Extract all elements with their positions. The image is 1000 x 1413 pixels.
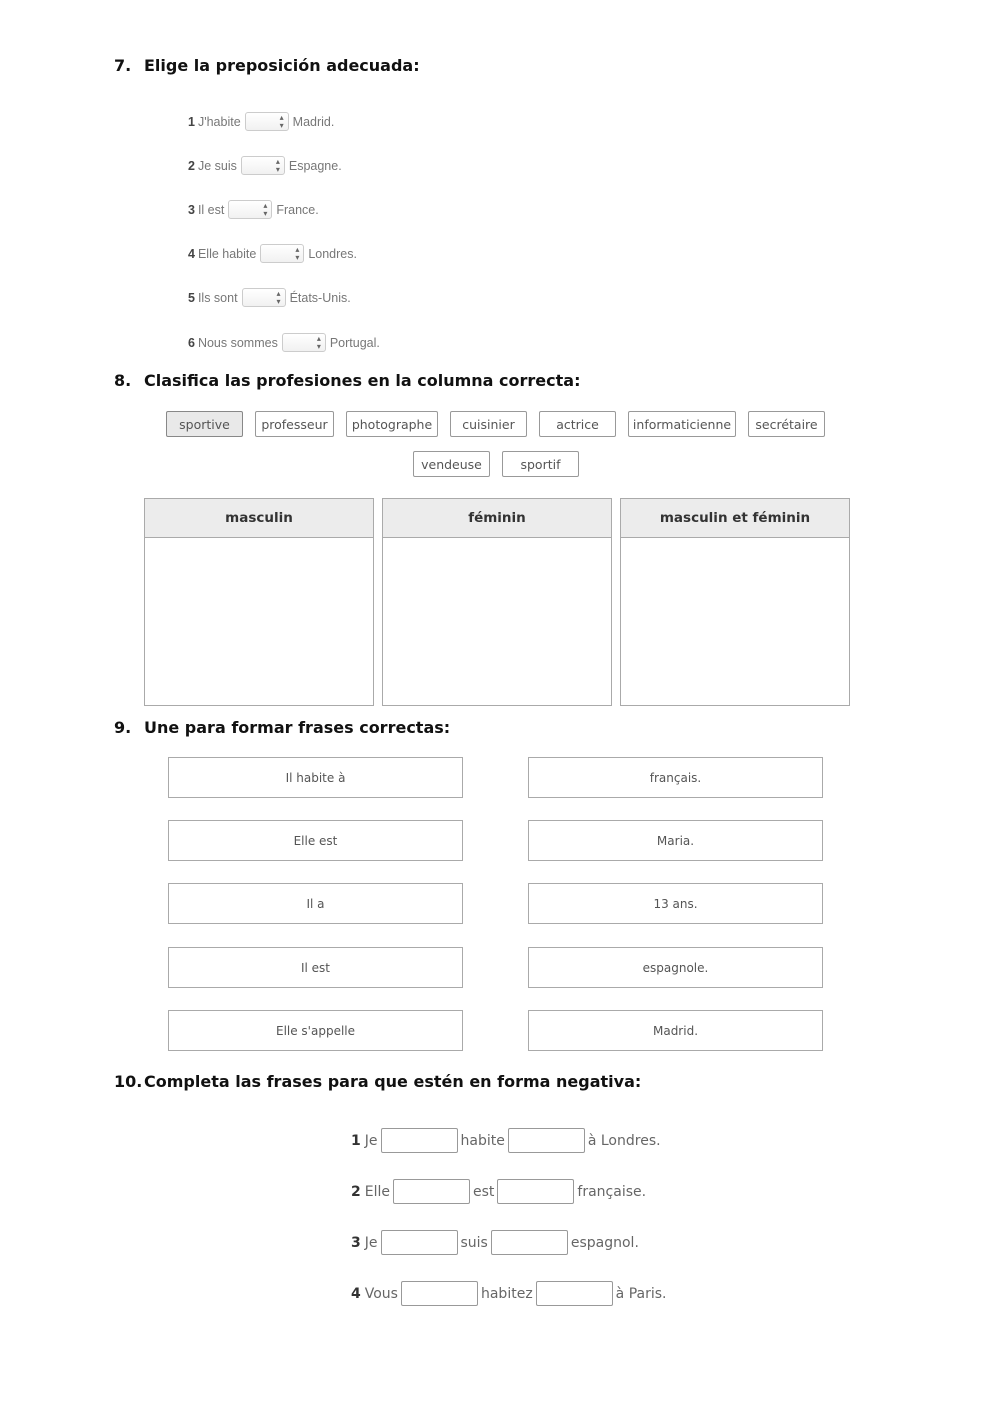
q7-item-before: Je suis bbox=[197, 158, 237, 173]
q10-item-verb: habite bbox=[460, 1132, 505, 1149]
q7-item-after: États-Unis. bbox=[289, 290, 351, 305]
profession-chip[interactable]: actrice bbox=[539, 411, 616, 437]
match-right-item[interactable]: espagnole. bbox=[528, 947, 823, 988]
q8-heading bbox=[114, 371, 580, 390]
q7-title: Elige la preposición adecuada: bbox=[144, 56, 420, 75]
q9-title: Une para formar frases correctas: bbox=[144, 718, 451, 737]
negation-input-2[interactable] bbox=[508, 1128, 585, 1153]
q7-item-before: Nous sommes bbox=[197, 335, 278, 350]
negation-input-2[interactable] bbox=[536, 1281, 613, 1306]
match-left-item[interactable]: Elle est bbox=[168, 820, 463, 861]
match-right-item[interactable]: Maria. bbox=[528, 820, 823, 861]
preposition-select[interactable] bbox=[282, 333, 326, 352]
q9-heading bbox=[114, 718, 450, 737]
q7-item-after: Madrid. bbox=[292, 114, 335, 129]
match-right-item[interactable]: 13 ans. bbox=[528, 883, 823, 924]
q7-item-after: France. bbox=[276, 202, 319, 217]
q10-item-verb: suis bbox=[460, 1234, 488, 1251]
q10-number: 10. bbox=[114, 1072, 143, 1091]
q7-item-6 bbox=[188, 333, 380, 352]
match-right-item[interactable]: Madrid. bbox=[528, 1010, 823, 1051]
q7-item-before: J'habite bbox=[197, 114, 241, 129]
select-arrows-icon: ▴ ▾ bbox=[263, 200, 268, 218]
preposition-select[interactable] bbox=[241, 156, 285, 175]
preposition-select[interactable] bbox=[242, 288, 286, 307]
q10-item-subject: Je bbox=[364, 1132, 378, 1149]
q7-item-number: 4 bbox=[188, 246, 195, 261]
q7-item-3 bbox=[188, 200, 319, 219]
q7-item-number: 2 bbox=[188, 158, 195, 173]
select-arrows-icon: ▴ ▾ bbox=[275, 156, 280, 174]
q7-item-2 bbox=[188, 156, 342, 175]
q10-item-4 bbox=[351, 1281, 666, 1306]
q10-item-verb: habitez bbox=[480, 1285, 533, 1302]
match-right-item[interactable]: français. bbox=[528, 757, 823, 798]
negation-input-2[interactable] bbox=[497, 1179, 574, 1204]
drop-column-feminin[interactable] bbox=[382, 498, 612, 706]
q7-item-number: 3 bbox=[188, 202, 195, 217]
q7-item-before: Ils sont bbox=[197, 290, 238, 305]
column-header: masculin bbox=[145, 499, 373, 538]
drop-column-masculin-et-feminin[interactable] bbox=[620, 498, 850, 706]
q10-title: Completa las frases para que estén en forma negativa: bbox=[144, 1072, 642, 1091]
q7-item-4 bbox=[188, 244, 357, 263]
q10-heading bbox=[114, 1072, 641, 1091]
q8-number: 8. bbox=[114, 371, 132, 390]
select-arrows-icon: ▴ ▾ bbox=[295, 244, 300, 262]
drop-column-masculin[interactable] bbox=[144, 498, 374, 706]
match-left-item[interactable]: Il habite à bbox=[168, 757, 463, 798]
preposition-select[interactable] bbox=[245, 112, 289, 131]
select-arrows-icon: ▴ ▾ bbox=[316, 333, 321, 351]
q10-item-number: 3 bbox=[351, 1234, 361, 1251]
q7-item-1 bbox=[188, 112, 334, 131]
preposition-select[interactable] bbox=[260, 244, 304, 263]
q7-item-after: Portugal. bbox=[329, 335, 380, 350]
q7-item-after: Espagne. bbox=[288, 158, 342, 173]
q7-item-5 bbox=[188, 288, 351, 307]
q10-item-subject: Vous bbox=[364, 1285, 398, 1302]
q7-item-after: Londres. bbox=[308, 246, 357, 261]
q7-item-number: 5 bbox=[188, 290, 195, 305]
q10-item-2 bbox=[351, 1179, 646, 1204]
profession-chip[interactable]: sportive bbox=[166, 411, 243, 437]
q10-item-number: 2 bbox=[351, 1183, 361, 1200]
select-arrows-icon: ▴ ▾ bbox=[279, 112, 284, 130]
profession-chip[interactable]: cuisinier bbox=[450, 411, 527, 437]
q10-item-1 bbox=[351, 1128, 661, 1153]
q10-item-subject: Je bbox=[364, 1234, 378, 1251]
column-header: masculin et féminin bbox=[621, 499, 849, 538]
q7-item-before: Elle habite bbox=[197, 246, 257, 261]
negation-input-1[interactable] bbox=[401, 1281, 478, 1306]
q10-item-end: à Paris. bbox=[615, 1285, 667, 1302]
match-left-item[interactable]: Il est bbox=[168, 947, 463, 988]
q7-item-number: 1 bbox=[188, 114, 195, 129]
column-header: féminin bbox=[383, 499, 611, 538]
q10-item-number: 1 bbox=[351, 1132, 361, 1149]
profession-chip[interactable]: sportif bbox=[502, 451, 579, 477]
q10-item-subject: Elle bbox=[364, 1183, 390, 1200]
negation-input-2[interactable] bbox=[491, 1230, 568, 1255]
q10-item-3 bbox=[351, 1230, 639, 1255]
negation-input-1[interactable] bbox=[381, 1230, 458, 1255]
q10-item-end: française. bbox=[577, 1183, 647, 1200]
profession-chip[interactable]: professeur bbox=[255, 411, 334, 437]
profession-chip[interactable]: photographe bbox=[346, 411, 438, 437]
match-left-item[interactable]: Elle s'appelle bbox=[168, 1010, 463, 1051]
q7-number: 7. bbox=[114, 56, 132, 75]
negation-input-1[interactable] bbox=[393, 1179, 470, 1204]
q10-item-end: à Londres. bbox=[587, 1132, 661, 1149]
profession-chip[interactable]: vendeuse bbox=[413, 451, 490, 477]
select-arrows-icon: ▴ ▾ bbox=[276, 288, 281, 306]
q9-number: 9. bbox=[114, 718, 132, 737]
q10-item-number: 4 bbox=[351, 1285, 361, 1302]
match-left-item[interactable]: Il a bbox=[168, 883, 463, 924]
q10-item-end: espagnol. bbox=[570, 1234, 639, 1251]
q10-item-verb: est bbox=[473, 1183, 495, 1200]
profession-chip[interactable]: secrétaire bbox=[748, 411, 825, 437]
q8-title: Clasifica las profesiones en la columna correcta: bbox=[144, 371, 581, 390]
preposition-select[interactable] bbox=[228, 200, 272, 219]
q7-item-before: Il est bbox=[197, 202, 225, 217]
profession-chip[interactable]: informaticienne bbox=[628, 411, 736, 437]
negation-input-1[interactable] bbox=[381, 1128, 458, 1153]
q7-item-number: 6 bbox=[188, 335, 195, 350]
q7-heading bbox=[114, 56, 420, 75]
